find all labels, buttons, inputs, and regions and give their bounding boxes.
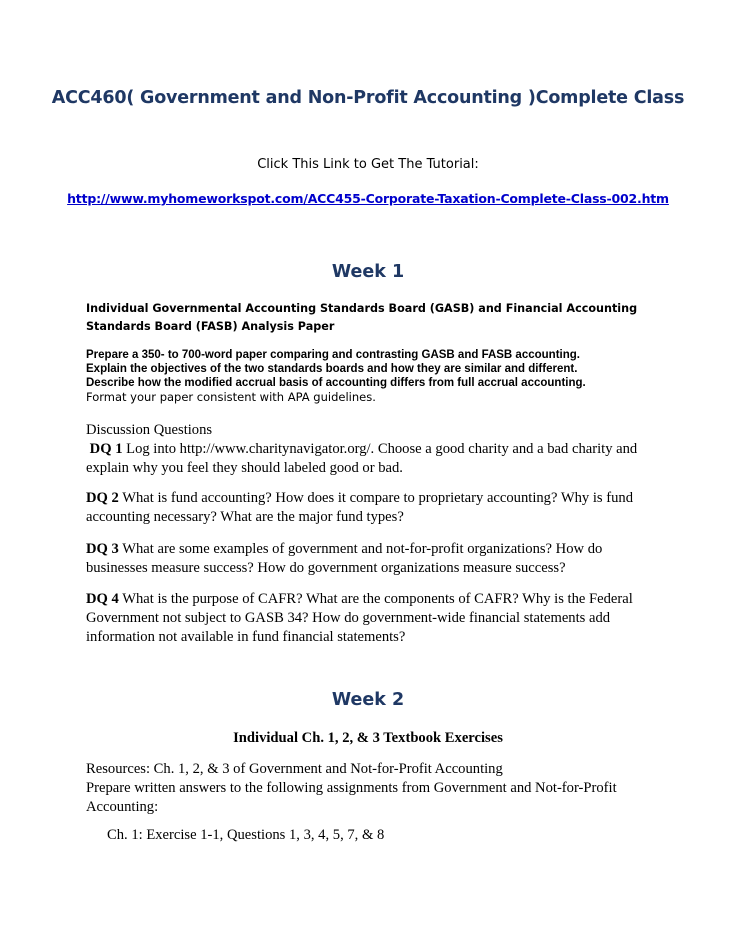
tutorial-link[interactable]: http://www.myhomeworkspot.com/ACC455-Corporate-Taxation-Complete-Class-002.htm: [67, 191, 669, 206]
dq-text: What are some examples of government and not-for-profit organizations? How do businesses measure success? How do government organizations measure success?: [86, 541, 603, 576]
discussion-questions-heading: Discussion Questions: [86, 422, 213, 438]
tutorial-intro: Click This Link to Get The Tutorial:: [257, 157, 479, 172]
resources-line: Resources: Ch. 1, 2, & 3 of Government and Not-for-Profit Accounting: [86, 761, 503, 777]
chapter-1-exercises: Ch. 1: Exercise 1-1, Questions 1, 3, 4, 5, 7, & 8: [107, 827, 385, 843]
assignment-line: Explain the objectives of the two standards boards and how they are similar and different.: [86, 363, 578, 375]
discussion-question: [86, 489, 646, 527]
format-line: Format your paper consistent with APA guidelines.: [86, 390, 376, 404]
dq-text: What is the purpose of CAFR? What are the components of CAFR? Why is the Federal Government not subject to GASB 34? How do government-wide financial statements add information not available in fund financial statements?: [86, 591, 633, 645]
dq-label: DQ 4: [86, 591, 119, 607]
week-2-heading: Week 2: [331, 690, 405, 710]
dq-label: DQ 2: [86, 490, 119, 506]
prepare-line: Prepare written answers to the following assignments from Government and Not-for-Profit Accounting:: [86, 780, 617, 815]
resources-block: [86, 760, 646, 817]
page-title: ACC460( Government and Non-Profit Accounting )Complete Class: [51, 88, 685, 108]
assignment-instructions: [86, 348, 666, 404]
discussion-question: [86, 540, 646, 578]
exercises-title: Individual Ch. 1, 2, & 3 Textbook Exercises: [233, 730, 503, 746]
dq-text: What is fund accounting? How does it compare to proprietary accounting? Why is fund accounting necessary? What are the major fund types?: [86, 490, 633, 525]
assignment-line: Prepare a 350- to 700-word paper comparing and contrasting GASB and FASB accounting.: [86, 349, 580, 361]
week-1-heading: Week 1: [331, 262, 405, 282]
paper-title: Individual Governmental Accounting Standards Board (GASB) and Financial Accounting Standards Board (FASB) Analysis Paper: [86, 302, 638, 333]
dq-text: Log into http://www.charitynavigator.org/. Choose a good charity and a bad charity and explain why you feel they should labeled good or bad.: [86, 441, 638, 476]
dq-label: DQ 3: [86, 541, 119, 557]
assignment-line: Describe how the modified accrual basis of accounting differs from full accrual accounting.: [86, 377, 586, 389]
discussion-question: [86, 590, 646, 647]
discussion-question: [86, 440, 646, 478]
dq-label: DQ 1: [89, 441, 123, 457]
